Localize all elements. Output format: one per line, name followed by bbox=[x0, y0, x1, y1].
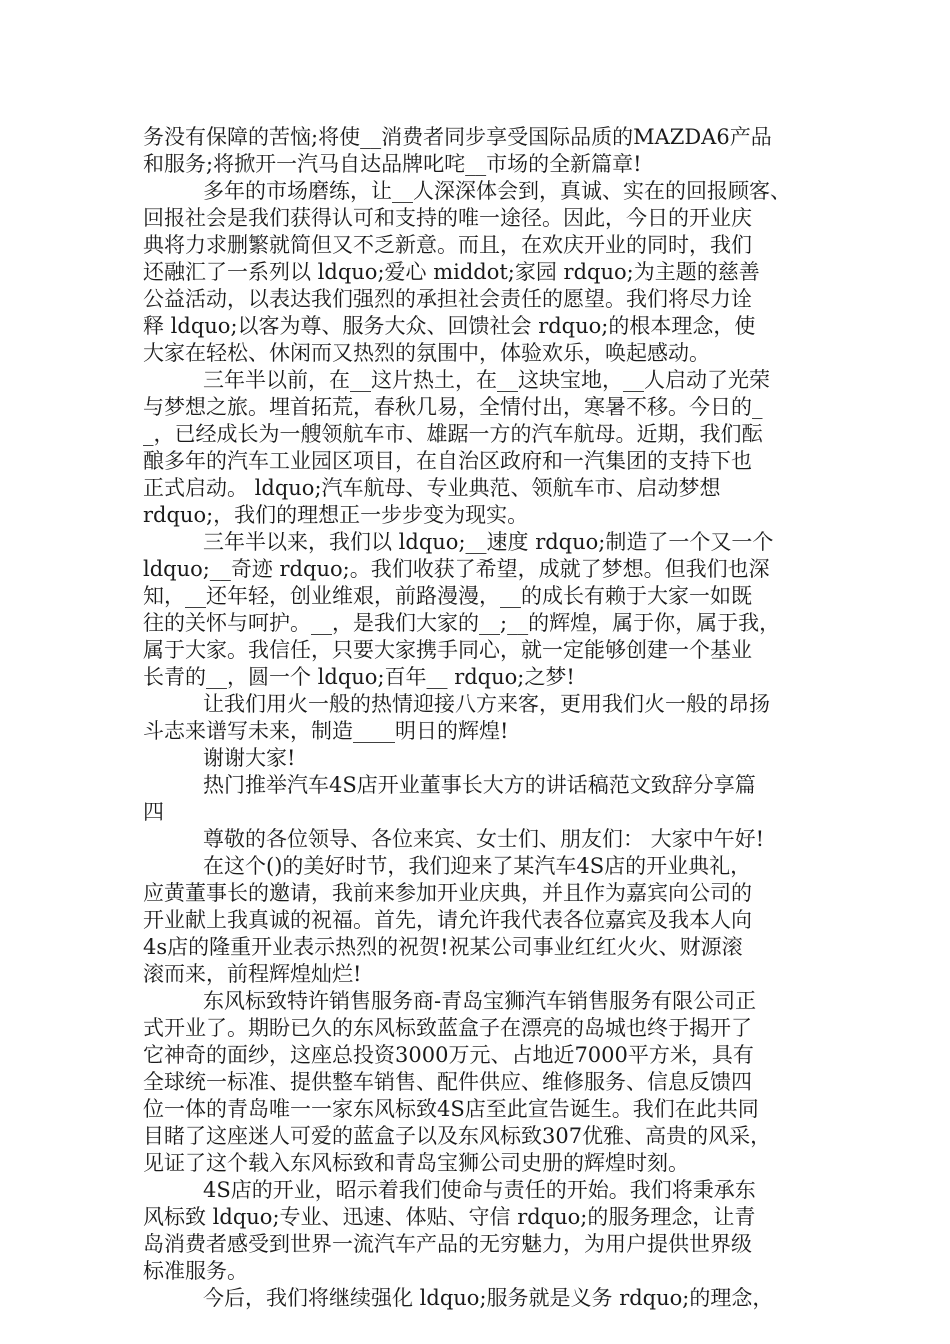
text-line: 四 bbox=[143, 800, 164, 824]
text-line: 4s店的隆重开业表示热烈的祝贺!祝某公司事业红红火火、财源滚 bbox=[143, 935, 743, 959]
text-line: 让我们用火一般的热情迎接八方来客，更用我们火一般的昂扬 bbox=[203, 692, 770, 716]
text-line: 式开业了。期盼已久的东风标致蓝盒子在漂亮的岛城也终于揭开了 bbox=[143, 1016, 752, 1040]
text-line: 热门推举汽车4S店开业董事长大方的讲话稿范文致辞分享篇 bbox=[203, 773, 756, 797]
text-line: 正式启动。 ldquo;汽车航母、专业典范、领航车市、启动梦想 bbox=[143, 476, 721, 500]
document-page bbox=[143, 124, 813, 1312]
text-line: 回报社会是我们获得认可和支持的唯一途径。因此，今日的开业庆 bbox=[143, 206, 752, 230]
text-line: 标准服务。 bbox=[143, 1259, 248, 1283]
text-line: 滚而来，前程辉煌灿烂! bbox=[143, 962, 362, 986]
text-line: 它神奇的面纱，这座总投资3000万元、占地近7000平方米，具有 bbox=[143, 1043, 754, 1067]
text-line: 大家在轻松、休闲而又热烈的氛围中，体验欢乐，唤起感动。 bbox=[143, 341, 710, 365]
text-line: 位一体的青岛唯一一家东风标致4S店至此宣告诞生。我们在此共同 bbox=[143, 1097, 759, 1121]
text-line: 风标致 ldquo;专业、迅速、体贴、守信 rdquo;的服务理念，让青 bbox=[143, 1205, 756, 1229]
text-line: 开业献上我真诚的祝福。首先，请允许我代表各位嘉宾及我本人向 bbox=[143, 908, 752, 932]
text-line: 务没有保障的苦恼;将使__消费者同步享受国际品质的MAZDA6产品 bbox=[143, 125, 772, 149]
text-line: 长青的__，圆一个 ldquo;百年__ rdquo;之梦! bbox=[143, 665, 575, 689]
text-line: 应黄董事长的邀请，我前来参加开业庆典，并且作为嘉宾向公司的 bbox=[143, 881, 752, 905]
text-line: _，已经成长为一艘领航车市、雄踞一方的汽车航母。近期，我们酝 bbox=[143, 422, 763, 446]
text-line: 三年半以来，我们以 ldquo;__速度 rdquo;制造了一个又一个 bbox=[203, 530, 774, 554]
text-line: 释 ldquo;以客为尊、服务大众、回馈社会 rdquo;的根本理念，使 bbox=[143, 314, 756, 338]
text-line: 全球统一标准、提供整车销售、配件供应、维修服务、信息反馈四 bbox=[143, 1070, 752, 1094]
text-line: ldquo;__奇迹 rdquo;。我们收获了希望，成就了梦想。但我们也深 bbox=[143, 557, 770, 581]
text-line: 尊敬的各位领导、各位来宾、女士们、朋友们： 大家中午好! bbox=[203, 827, 765, 851]
text-line: 4S店的开业，昭示着我们使命与责任的开始。我们将秉承东 bbox=[203, 1178, 756, 1202]
text-line: 属于大家。我信任，只要大家携手同心，就一定能够创建一个基业 bbox=[143, 638, 752, 662]
text-line: 公益活动，以表达我们强烈的承担社会责任的愿望。我们将尽力诠 bbox=[143, 287, 752, 311]
text-line: 知，__还年轻，创业维艰，前路漫漫，__的成长有赖于大家一如既 bbox=[143, 584, 752, 608]
text-line: 斗志来谱写未来，制造____明日的辉煌! bbox=[143, 719, 509, 743]
text-line: 东风标致特许销售服务商-青岛宝狮汽车销售服务有限公司正 bbox=[203, 989, 757, 1013]
text-line: 见证了这个载入东风标致和青岛宝狮公司史册的辉煌时刻。 bbox=[143, 1151, 689, 1175]
text-line: 三年半以前，在__这片热土，在__这块宝地，__人启动了光荣 bbox=[203, 368, 770, 392]
text-line: 往的关怀与呵护。__，是我们大家的__;__的辉煌，属于你，属于我， bbox=[143, 611, 781, 635]
text-line: rdquo;，我们的理想正一步步变为现实。 bbox=[143, 503, 529, 527]
text-line: 多年的市场磨练，让__人深深体会到，真诚、实在的回报顾客、 bbox=[203, 179, 791, 203]
text-line: 还融汇了一系列以 ldquo;爱心 middot;家园 rdquo;为主题的慈善 bbox=[143, 260, 760, 284]
text-line: 和服务;将掀开一汽马自达品牌叱咤__市场的全新篇章! bbox=[143, 152, 642, 176]
text-line: 谢谢大家! bbox=[203, 746, 296, 770]
text-line: 岛消费者感受到世界一流汽车产品的无穷魅力，为用户提供世界级 bbox=[143, 1232, 752, 1256]
text-line: 在这个()的美好时节，我们迎来了某汽车4S店的开业典礼， bbox=[203, 854, 752, 878]
text-line: 与梦想之旅。埋首拓荒，春秋几易，全情付出，寒暑不移。今日的_ bbox=[143, 395, 763, 419]
text-line: 目睹了这座迷人可爱的蓝盒子以及东风标致307优雅、高贵的风采， bbox=[143, 1124, 772, 1148]
text-line: 典将力求删繁就简但又不乏新意。而且，在欢庆开业的同时，我们 bbox=[143, 233, 752, 257]
text-line: 今后，我们将继续强化 ldquo;服务就是义务 rdquo;的理念， bbox=[203, 1286, 774, 1310]
text-line: 酿多年的汽车工业园区项目，在自治区政府和一汽集团的支持下也 bbox=[143, 449, 752, 473]
